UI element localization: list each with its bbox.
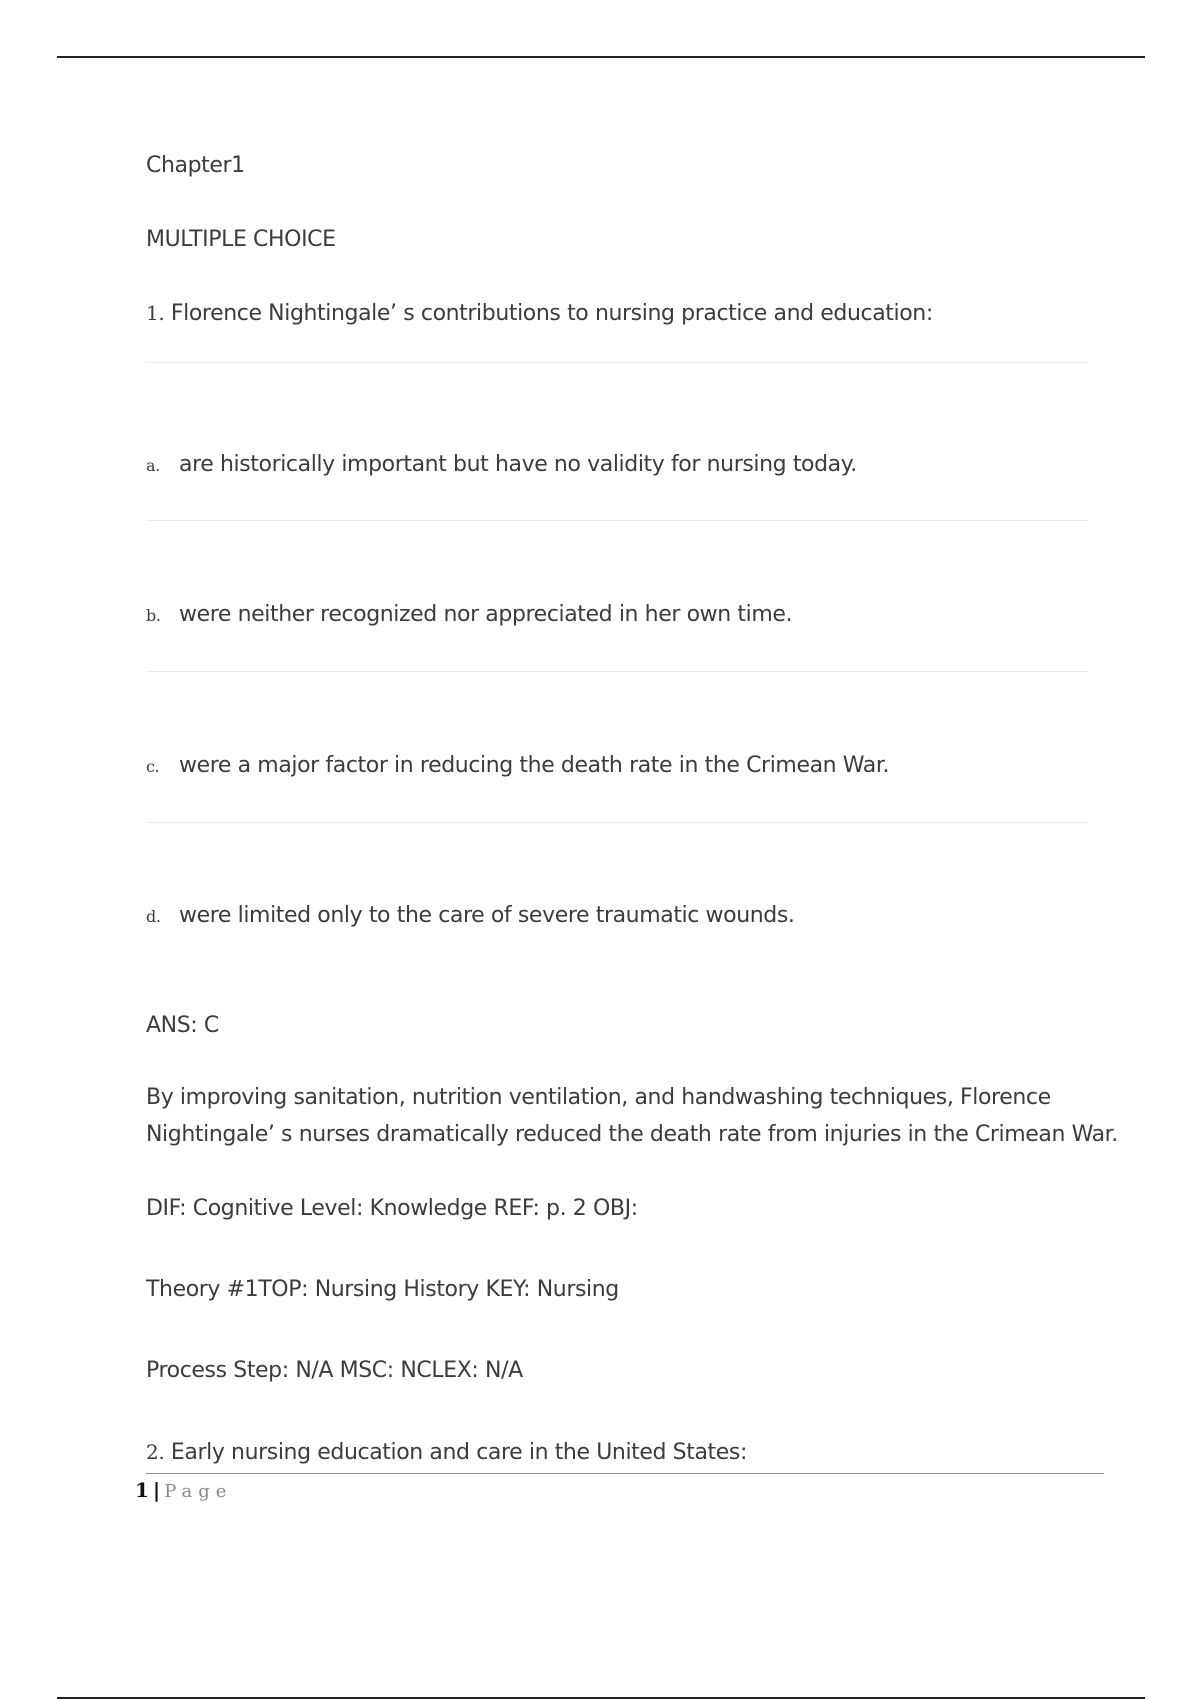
option-d [146,898,795,935]
option-b-text: were neither recognized nor appreciated in her own time. [179,602,793,627]
separator-line [146,671,1088,672]
rationale-line-2: Nightingale’ s nurses dramatically reduced the death rate from injuries in the Crimean War. [146,1122,1118,1147]
option-c-letter: c. [146,757,160,776]
footer-rule [146,1473,1104,1474]
separator-line [146,362,1088,363]
option-b-letter: b. [146,606,161,625]
option-a [146,447,857,484]
page-footer [135,1477,232,1505]
chapter-title: Chapter1 [146,153,245,178]
question-2-number: 2. [146,1440,165,1464]
page-label: Page [164,1481,233,1502]
bottom-rule [57,1697,1145,1699]
rationale-line-1: By improving sanitation, nutrition ventilation, and handwashing techniques, Florence [146,1085,1051,1110]
question-2-stem: Early nursing education and care in the United States: [170,1440,747,1465]
meta-line-2: Theory #1TOP: Nursing History KEY: Nursing [146,1277,619,1302]
question-2 [146,1434,747,1471]
meta-line-3: Process Step: N/A MSC: NCLEX: N/A [146,1358,523,1383]
option-d-letter: d. [146,907,161,926]
option-c-text: were a major factor in reducing the death rate in the Crimean War. [179,753,890,778]
option-c [146,748,889,785]
separator-line [146,520,1088,521]
answer-line: ANS: C [146,1013,219,1038]
page-number: 1 [135,1478,149,1502]
option-a-text: are historically important but have no validity for nursing today. [179,452,857,477]
question-1-number: 1. [146,301,165,325]
question-1-stem: Florence Nightingale’ s contributions to nursing practice and education: [170,301,933,326]
option-d-text: were limited only to the care of severe traumatic wounds. [179,903,795,928]
separator-line [146,822,1088,823]
option-a-letter: a. [146,456,160,475]
meta-line-1: DIF: Cognitive Level: Knowledge REF: p. 2 OBJ: [146,1196,638,1221]
top-rule [57,56,1145,58]
question-1 [146,295,933,332]
page-separator: | [152,1478,161,1502]
section-title: MULTIPLE CHOICE [146,227,336,252]
option-b [146,597,792,634]
